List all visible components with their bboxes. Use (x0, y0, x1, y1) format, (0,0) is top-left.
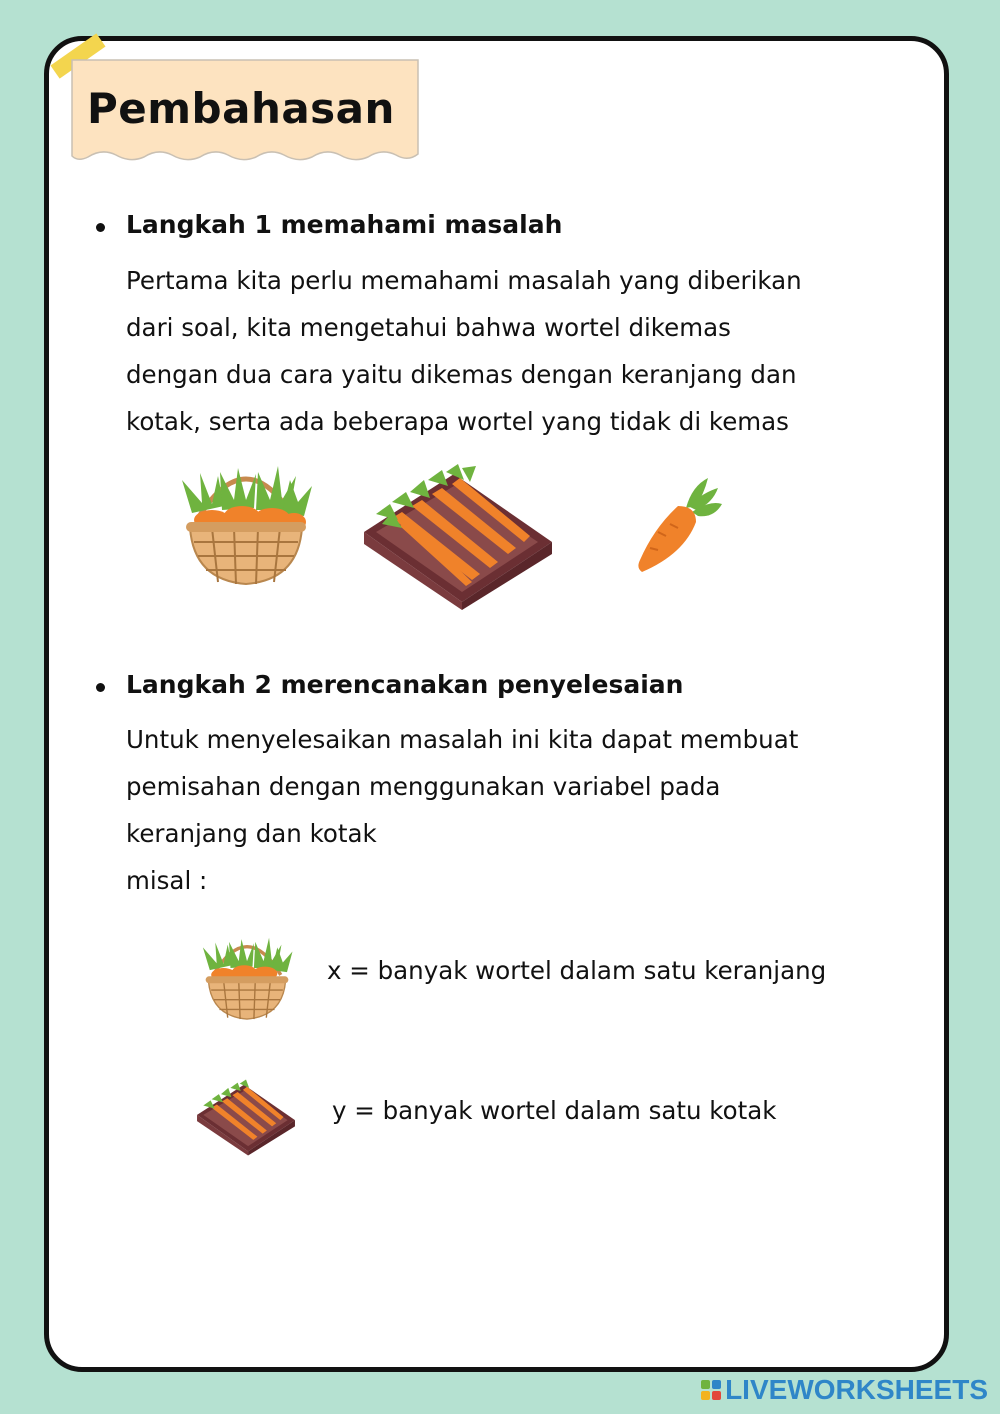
step-2-paragraph (126, 716, 859, 904)
step-1-paragraph (126, 257, 859, 445)
carrot-crate-small-icon (196, 1074, 296, 1160)
legend-y-text: y = banyak wortel dalam satu kotak (332, 1096, 777, 1125)
brand-logo-icon (701, 1380, 721, 1400)
title-banner (70, 58, 420, 164)
step-1-line: dari soal, kita mengetahui bahwa wortel dikemas (126, 313, 731, 342)
bullet-step-1 (96, 223, 105, 232)
step-2-line: misal : (126, 866, 208, 895)
step-2-line: pemisahan dengan menggunakan variabel pada (126, 772, 721, 801)
liveworksheets-brand[interactable] (701, 1374, 988, 1406)
step-2-line: Untuk menyelesaikan masalah ini kita dapat membuat (126, 725, 799, 754)
step-1-line: kotak, serta ada beberapa wortel yang tidak di kemas (126, 407, 789, 436)
brand-text: LIVEWORKSHEETS (725, 1374, 988, 1405)
legend-x-text: x = banyak wortel dalam satu keranjang (327, 956, 827, 985)
step-1-line: dengan dua cara yaitu dikemas dengan keranjang dan (126, 360, 797, 389)
step-2-line: keranjang dan kotak (126, 819, 377, 848)
carrot-icon (634, 476, 724, 574)
step-2-heading: Langkah 2 merencanakan penyelesaian (126, 670, 684, 699)
carrot-basket-icon (172, 458, 320, 588)
step-1-line: Pertama kita perlu memahami masalah yang diberikan (126, 266, 802, 295)
carrot-crate-icon (362, 462, 554, 610)
step-1-heading: Langkah 1 memahami masalah (126, 210, 563, 239)
bullet-step-2 (96, 683, 105, 692)
page-title: Pembahasan (87, 84, 395, 133)
carrot-basket-small-icon (196, 932, 298, 1022)
